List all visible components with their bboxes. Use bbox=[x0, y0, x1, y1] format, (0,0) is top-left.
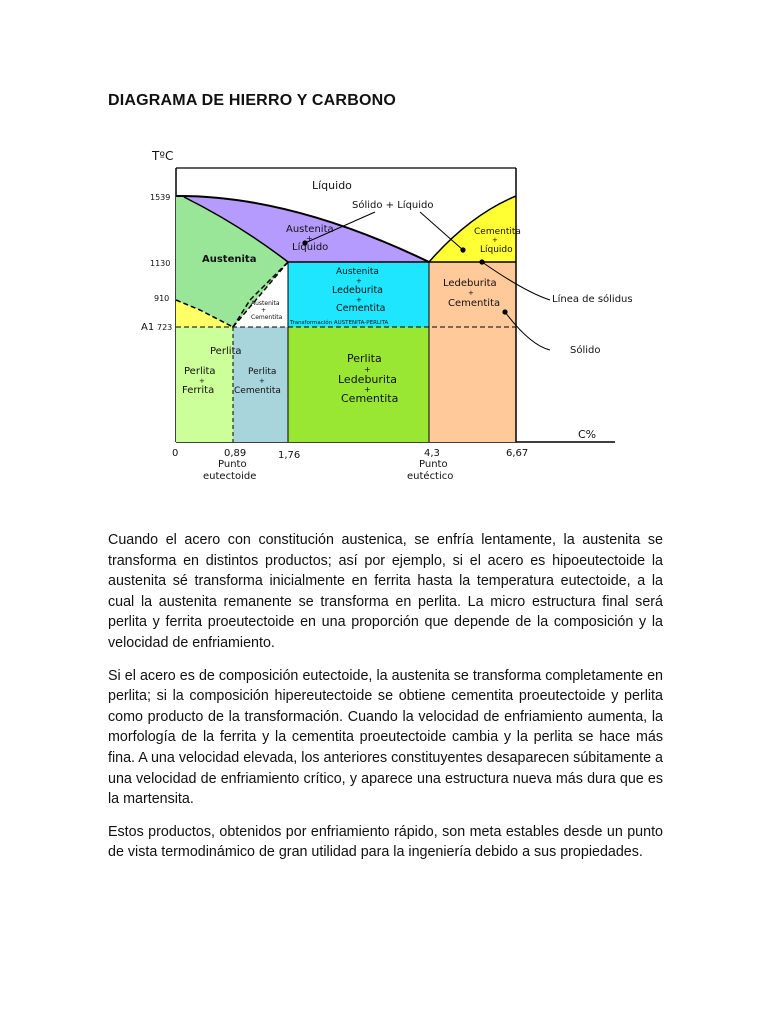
paragraph-2: Si el acero es de composición eutectoide, la austenita se transforma completamente en perlita; si la composición hipereutectoide se obtiene cementita proeutectoide y perlita como producto de la transformación. Cuando la velocidad de enfriamiento aumenta, la morfología de la ferrita y la cementita proeutectoide cambia y la perlita se hace más fina. A una velocidad elevada, los anteriores constituyentes desaparecen súbitamente a una velocidad de enfriamiento crítico, y aparece una estructura nueva más dura que es la martensita. bbox=[108, 667, 663, 808]
plus-1: + bbox=[306, 234, 313, 243]
label-solido: Sólido bbox=[570, 345, 601, 356]
label-liquido: Líquido bbox=[312, 179, 352, 192]
tick-0: 0 bbox=[172, 448, 179, 459]
region-ledeburita-cementita-lower bbox=[429, 327, 516, 442]
label-cementita-lc: Cementita bbox=[234, 386, 281, 396]
label-austenita-left: Austenita bbox=[202, 254, 257, 265]
paragraph-1: Cuando el acero con constitución austenica, se enfría lentamente, la austenita se transforma en distintos productos; así por ejemplo, si el acero es hipoeutectoide la austenita sé transforma inicialmente en ferrita hasta la temperatura eutectoide, a la cual la austenita remanente se transforma en perlita. La micro estructura final será perlita y ferrita proeutectoide en una proporción que depende de la composición y la velocidad de enfriamiento. bbox=[108, 532, 663, 651]
tick-1539: 1539 bbox=[150, 193, 171, 202]
label-liquido-2: Líquido bbox=[292, 242, 329, 253]
tick-910: 910 bbox=[154, 294, 170, 303]
label-ledeburita-mid: Ledeburita bbox=[332, 285, 383, 296]
label-perlita-header: Perlita bbox=[210, 346, 242, 357]
label-cementita-c: Cementita bbox=[341, 392, 399, 405]
note-punto-1: Punto bbox=[218, 459, 247, 470]
label-ledeburita-right: Ledeburita bbox=[443, 278, 497, 289]
note-eutectoide: eutectoide bbox=[203, 471, 257, 482]
tick-1-76: 1,76 bbox=[278, 450, 301, 461]
label-austenita-small: Austenita bbox=[251, 300, 280, 307]
note-eutectico: eutéctico bbox=[407, 471, 454, 482]
plus-3: + bbox=[261, 307, 267, 314]
label-transformacion: Transformación AUSTENITA-PERLITA bbox=[290, 320, 389, 326]
tick-1130: 1130 bbox=[150, 259, 171, 268]
plus-7: + bbox=[199, 377, 205, 385]
label-perlita-lc: Perlita bbox=[248, 367, 277, 377]
tick-0-89: 0,89 bbox=[224, 448, 247, 459]
paragraph-3: Estos productos, obtenidos por enfriamiento rápido, son meta estables desde un punto de vista termodinámico de gran utilidad para la ingeniería debido a sus propiedades. bbox=[108, 823, 663, 861]
page-title: DIAGRAMA DE HIERRO Y CARBONO bbox=[108, 92, 396, 109]
plus-2: + bbox=[492, 236, 498, 244]
plus-5: + bbox=[356, 296, 362, 304]
label-austenita-top: Austenita bbox=[286, 224, 334, 235]
label-cementita-right: Cementita bbox=[448, 298, 501, 309]
label-austenita-mid: Austenita bbox=[336, 267, 379, 277]
body-text bbox=[108, 530, 663, 875]
label-cementita-mid: Cementita bbox=[336, 303, 386, 314]
tick-723: 723 bbox=[157, 323, 173, 332]
plus-4: + bbox=[356, 277, 362, 285]
label-ferrita: Ferrita bbox=[182, 385, 215, 396]
label-ledeburita-c: Ledeburita bbox=[338, 373, 398, 386]
label-perlita-c: Perlita bbox=[347, 352, 382, 365]
label-solido-liquido: Sólido + Líquido bbox=[352, 200, 434, 211]
label-linea-solidus: Línea de sólidus bbox=[552, 294, 633, 305]
label-liquido-3: Líquido bbox=[480, 245, 513, 255]
note-punto-2: Punto bbox=[419, 459, 448, 470]
label-cementita-small: Cementita bbox=[251, 314, 283, 321]
plus-10: + bbox=[364, 385, 371, 394]
tick-6-67: 6,67 bbox=[506, 448, 529, 459]
tick-a1: A1 bbox=[141, 322, 155, 333]
label-cementita-top: Cementita bbox=[474, 227, 521, 237]
plus-9: + bbox=[364, 365, 371, 374]
x-axis-label: C% bbox=[578, 428, 597, 441]
label-perlita-lf: Perlita bbox=[184, 366, 216, 377]
iron-carbon-diagram bbox=[140, 140, 640, 500]
tick-4-3: 4,3 bbox=[424, 448, 440, 459]
y-axis-label: TºC bbox=[152, 149, 174, 163]
plus-8: + bbox=[259, 377, 265, 385]
plus-6: + bbox=[468, 289, 474, 297]
